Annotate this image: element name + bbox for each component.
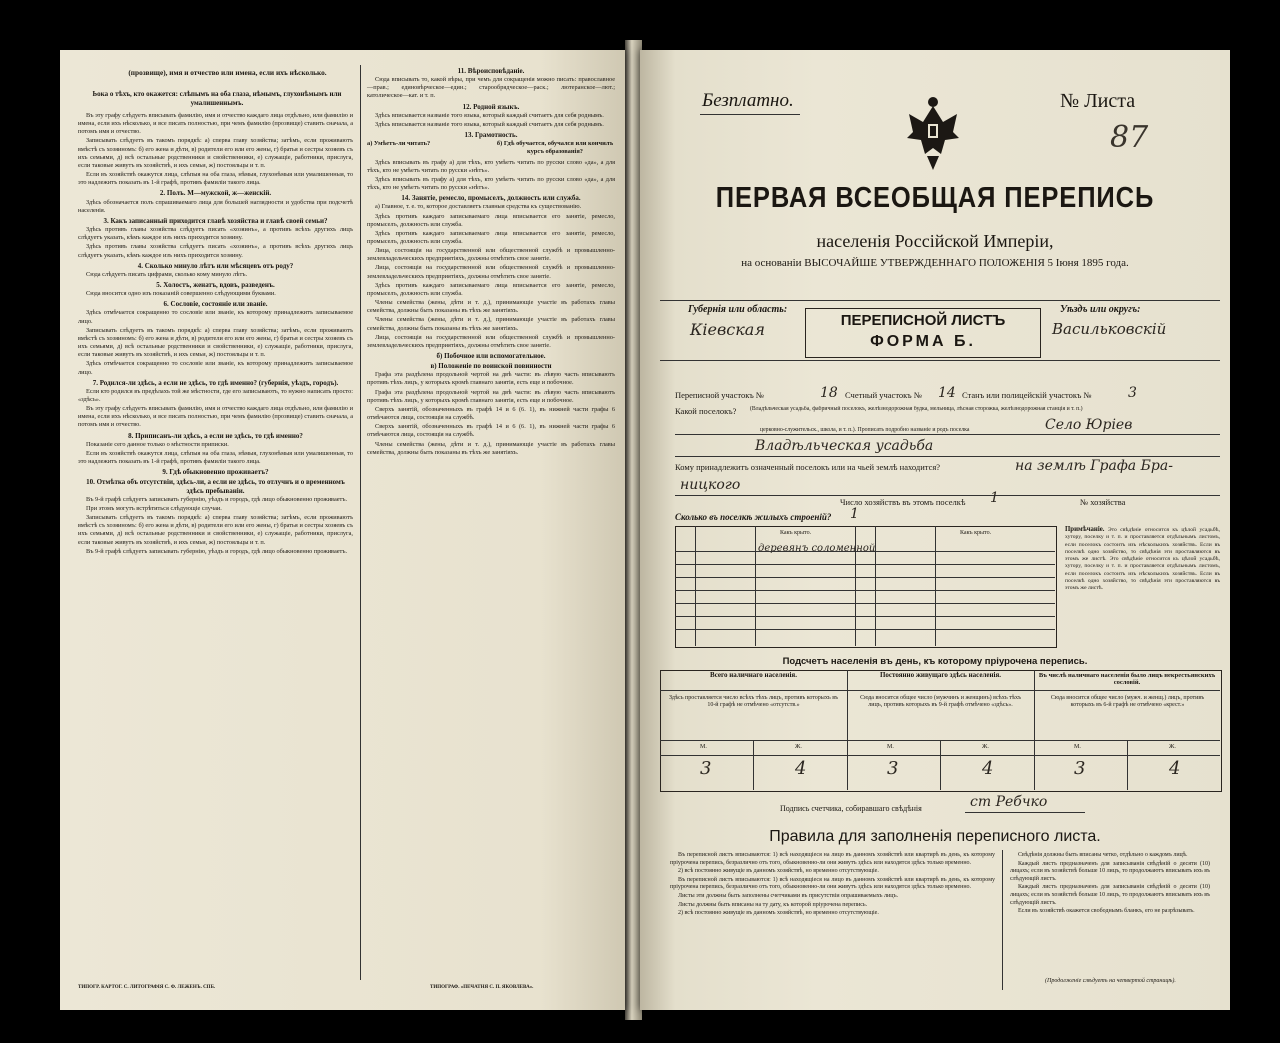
paragraph: а) Главное, т. е. то, которое доставляетъ главныя средства къ существованiю. (375, 203, 582, 211)
households-label: Число хозяйствъ въ этомъ поселкѣ (840, 497, 966, 507)
table-row-line (675, 629, 1055, 630)
table-head: Какъ крыто. (780, 530, 812, 536)
paragraph: Въ 9-й графѣ слѣдуетъ записывать губернiю, уѣздъ и городъ, гдѣ лицо обыкновенно проживаетъ. (86, 547, 348, 555)
buildings-label: Сколько въ поселкѣ жилыхъ строенiй? (675, 512, 832, 522)
footer-printer-left: ТИПОГР. КАРТОГ. С. ЛИТОГРАФIЯ С. Ф. ЛЕЖЕНЪ. СПБ. (78, 985, 216, 990)
count-col-sub: Сюда вносится общее число (мужчинъ и женщинъ) всѣхъ тѣхъ лицъ, противъ которыхъ въ 9-й графѣ отмѣчено «здѣсь». (860, 695, 1021, 708)
paragraph: Лица, состоящiя на государственной или общественной службѣ и промышленно-землевладельческихъ предприятiяхъ, должны отмѣтить свое занятiе. (367, 333, 615, 349)
poselok-hint: (Владѣльческая усадьба, фабричный поселокъ, желѣзнодорожная будка, мельница, лѣсная сторожка, желѣзнодорожная станцiя и т. п.) (750, 406, 1083, 412)
count-nonpeasant-female: 4 (1169, 758, 1181, 779)
paragraph: Сюда вносится одно изъ показанiй совершенно слѣдующими буквами. (86, 290, 276, 298)
table-divider (935, 526, 936, 646)
households-value: 1 (990, 490, 999, 506)
buildings-value: 1 (850, 506, 859, 522)
paragraph: Лица, состоящiя на государственной или общественной службѣ и промышленно-землевладельческихъ предприятiяхъ, должны отмѣтить свое занятiе. (367, 247, 615, 263)
header-underline (700, 114, 800, 115)
stan-label: Станъ или полицейскiй участокъ № (962, 390, 1092, 400)
male-label: М. (700, 744, 707, 750)
female-label: Ж. (982, 744, 989, 750)
free-label: Безплатно. (702, 90, 794, 111)
rule-paragraph: 2) всѣ постоянно живущiе въ данномъ хозяйствѣ, но временно отсутствующiе. (678, 910, 879, 917)
table-divider (695, 526, 696, 646)
uchastok-label: Переписной участокъ № (675, 390, 764, 400)
count-divider (1127, 740, 1128, 790)
signature-value: ст Ребчко (970, 794, 1048, 810)
paragraph: Записывать слѣдуетъ въ такомъ порядкѣ: а) сперва главу хозяйства; затѣмъ, если проживаютъ вмѣстѣ съ хозяиномъ: б) его жена и дѣти, в) родители его или его жены, г) братья и сестры хозяевъ съ ихъ семьями, д) всѣ остальные родственники и свойственники, е) служащiе, работники, прислуга, если таковые живутъ въ хозяйствѣ, и ихъ семьи, ж) постояльцы и т. п. (78, 137, 353, 169)
signature-label: Подпись счетчика, собиравшаго свѣдѣнiя (780, 804, 922, 813)
paragraph: Здѣсь противъ каждаго записываемаго лица вписывается его занятiе, ремесло, промыселъ, должность или служба. (367, 229, 615, 245)
table-row-line (675, 577, 1055, 578)
uchastok-value: 18 (820, 385, 838, 401)
household-no-label: № хозяйства (1080, 497, 1126, 507)
rule-paragraph: Свѣдѣнiя должны быть вписаны четко, отдѣльно о каждомъ лицѣ. (1018, 852, 1188, 858)
col1-heading: Ьока о тѣхъ, кто окажется: слѣпымъ на оба глаза, нѣмымъ, глухонѣмымъ или умалишеннымъ. (92, 90, 342, 107)
count-divider (1034, 670, 1035, 790)
imperial-eagle-icon (903, 94, 963, 174)
count-table (660, 670, 1222, 792)
paragraph: Здѣсь вписывать въ графу а) для тѣхъ, кто умѣетъ читать по русски слово «да», а для тѣхъ, кто не умѣетъ читать по русски «нѣтъ». (367, 175, 615, 192)
paragraph: Графа эта раздѣлена продольной чертой на двѣ части: въ лѣвую часть вписываютъ противъ тѣхъ лицъ, у которыхъ кромѣ главнаго занятiя, есть еще и побочное. (367, 371, 615, 387)
left-page (60, 50, 625, 1010)
poselok-hint-2: церковно-служительск., школа, и т. п.). Прописать подробно названiе и родъ поселка (760, 427, 970, 433)
count-divider (847, 670, 848, 790)
left-column-1 (78, 112, 353, 982)
right-page (640, 50, 1230, 1010)
count-divider (940, 740, 941, 790)
table-row-line (675, 564, 1055, 565)
paragraph: Въ эту графу слѣдуетъ вписывать фамилiю, имя и отчество каждаго лица отдѣльно, или фамилiю и имена, если ихъ нѣсколько, и все писать полностью, при чемъ фамилiю (прозвище) ставить сначала, а потомъ имя и отчество. (78, 112, 353, 136)
schetny-value: 14 (938, 385, 956, 401)
form-title: ПЕРЕПИСНОЙ ЛИСТЪ (840, 312, 1006, 329)
count-resident-male: 3 (887, 758, 899, 779)
signature-line (965, 812, 1085, 813)
subsection-heading: б) Гдѣ обучается, обучался или кончилъ курсъ образованiя? (496, 140, 614, 156)
rule-paragraph: Каждый листъ предназначенъ для записыванiя свѣдѣнiй о десяти (10) лицахъ; если въ хозяйствѣ больше 10 лицъ, то продолжаютъ вписывать ихъ въ слѣдующiй листъ. (1010, 860, 1211, 882)
paragraph: Здѣсь вписывать въ графу а) для тѣхъ, кто умѣетъ читать по русски слово «да», а для тѣхъ, кто не умѣетъ читать по русски «нѣтъ». (367, 158, 615, 174)
count-present-female: 4 (795, 758, 807, 779)
rule-paragraph: Въ переписной листъ вписываются: 1) всѣ находящiеся на лицо въ данномъ хозяйствѣ или квартирѣ въ день, къ которому прiурочена перепись, безразлично отъ того, обыкновенно-ли они живутъ здѣсь или находятся здѣсь только временно. (670, 852, 995, 866)
subtitle: населенiя Россiйской Имперiи, (816, 231, 1054, 251)
section-heading: 10. Отмѣтка объ отсутствiи, здѣсь-ли, а если не здѣсь, то отлучнъ и о временномъ здѣсь пребыванiи. (86, 478, 345, 495)
paragraph: Здѣсь противъ каждаго записываемаго лица вписывается его занятiе, ремесло, промыселъ, должность или служба. (367, 212, 615, 228)
gubernia-label: Губернiя или область: (688, 304, 788, 315)
section-heading: 11. Вѣроисповѣданiе. (457, 67, 525, 75)
rules-column-right (1010, 852, 1210, 977)
paragraph: Если въ хозяйствѣ окажутся лица, слѣпыя на оба глаза, нѣмыя, глухонѣмыя или умалишенныя, то это надлежитъ показать въ 1-й графѣ, противъ фамилiи такого лица. (78, 171, 353, 187)
rule-paragraph: Каждый листъ предназначенъ для записыванiя свѣдѣнiй о десяти (10) лицахъ; если въ хозяйствѣ больше 10 лицъ, то продолжаютъ вписывать ихъ въ слѣдующiй листъ. (1010, 884, 1211, 906)
column-divider (360, 65, 361, 980)
table-row-line (675, 551, 1055, 552)
sheet-number-value: 87 (1110, 120, 1149, 155)
gubernia-value: Кiевская (690, 320, 765, 339)
paragraph: Сверхъ занятiй, обозначенныхъ въ графѣ 14 и 6 (6. 1), въ нижней части графы 6 отмѣчаются лица, состоящiя на службѣ. (367, 405, 615, 422)
paragraph: Здѣсь отмѣчается сокращенно то сословiе или званiе, къ которому принадлежитъ записываемое лицо. (78, 360, 353, 376)
rule-paragraph: 2) всѣ постоянно живущiе въ данномъ хозяйствѣ, но временно отсутствующiе. (678, 868, 879, 875)
note-text: Это свѣдѣнiе относится къ цѣлой усадьбѣ, хутору, поселку и т. п. и проставляется отдѣльнымъ листомъ, если поселокъ состоитъ изъ нѣсколькихъ хозяйствъ. Если въ поселкѣ одно хозяйство, то свѣдѣнiя эти проставляются въ этомъ же листѣ. (1065, 527, 1220, 563)
field-line (675, 434, 1220, 435)
paragraph: При этомъ могутъ встрѣтиться слѣдующiе случаи. (86, 504, 222, 512)
count-present-male: 3 (700, 758, 712, 779)
buildings-note (1065, 526, 1220, 646)
form-letter: ФОРМА Б. (870, 333, 976, 350)
paragraph: Члены семейства (жены, дѣти и т. д.), принимающiе участiе въ работахъ главы семейства, должны быть показаны въ тѣхъ же занятiяхъ. (367, 299, 615, 315)
paragraph: Здѣсь противъ главы хозяйства слѣдуетъ писать «хозяинъ», а противъ всѣхъ другихъ лицъ слѣдуетъ указать, кѣмъ каждое изъ нихъ приходится хозяину. (78, 226, 353, 242)
land-value: на землѣ Графа Бра- (1015, 458, 1173, 474)
rule-paragraph: Въ переписной листъ вписываются: 1) всѣ находящiеся на лицо въ данномъ хозяйствѣ или квартирѣ въ день, къ которому прiурочена перепись, безразлично отъ того, обыкновенно-ли они живутъ здѣсь или находятся здѣсь только временно. (670, 876, 995, 891)
section-heading: 9. Гдѣ обыкновенно проживаетъ? (162, 468, 269, 477)
count-col-sub: Сюда вносится общее число (мужч. и женщ.) лицъ, противъ которыхъ въ 6-й графѣ не отмѣчено «крест.» (1050, 695, 1205, 708)
table-row-1-value: деревянъ соломенной (758, 543, 876, 554)
paragraph: Здѣсь вписывается названiе того языка, который каждый считаетъ для себя роднымъ. (375, 120, 604, 128)
paragraph: Въ эту графу слѣдуетъ вписывать фамилiю, имя и отчество каждаго лица отдѣльно, или фамилiю и имена, если ихъ нѣсколько, и все писать полностью, при чемъ фамилiю (прозвище) ставить сначала, а потомъ имя и отчество. (78, 405, 353, 429)
section-heading: 13. Грамотность. (464, 131, 518, 140)
rules-divider (1002, 850, 1003, 990)
poselok-value: Село Юрiев (1045, 417, 1133, 433)
female-label: Ж. (795, 744, 802, 750)
rule-paragraph: Листы эти должны быть заполнены счетчиками въ присутствiи опрашиваемыхъ лицъ. (678, 892, 899, 899)
field-line (675, 456, 1220, 457)
poselok-value-2: Владѣльческая усадьба (755, 438, 934, 454)
section-heading: 8. Приписанъ-ли здѣсь, а если не здѣсь, то гдѣ именно? (128, 431, 303, 440)
uezd-value: Васильковскiй (1052, 320, 1167, 338)
paragraph: Здѣсь вписывается названiе того языка, который каждый считаетъ для себя роднымъ. (375, 111, 604, 119)
male-label: М. (887, 744, 894, 750)
section-heading: 2. Полъ. М—мужской, ж—женскiй. (159, 189, 272, 198)
section-heading: 14. Занятiе, ремесло, промыселъ, должность или служба. (401, 194, 581, 203)
paragraph: Записывать слѣдуетъ въ такомъ порядкѣ: а) сперва главу хозяйства; затѣмъ, если проживаютъ вмѣстѣ съ хозяиномъ: б) его жена и дѣти, в) родители его или его жены, г) братья и сестры хозяевъ съ ихъ семьями, д) всѣ остальные родственники и свойственники, е) служащiе, работники, прислуга, если таковые живутъ въ хозяйствѣ, и ихъ семьи, ж) постояльцы и т. п. (78, 326, 353, 359)
paragraph: Сверхъ занятiй, обозначенныхъ въ графѣ 14 и 6 (6. 1), въ нижней части графы 6 отмѣчаются лица, состоящiя на службѣ. (367, 423, 615, 439)
rules-title: Правила для заполненiя переписного листа. (769, 828, 1101, 845)
section-heading: 4. Сколько минуло лѣтъ или мѣсяцевъ отъ роду? (137, 261, 294, 270)
paragraph: Члены семейства (жены, дѣти и т. д.), принимающiе участiе въ работахъ главы семейства, должны быть показаны въ тѣхъ же занятiяхъ. (367, 316, 615, 332)
table-row-line (675, 603, 1055, 604)
paragraph: Здѣсь обозначается полъ спрашиваемаго лица для большей наглядности и удобства при подсчетѣ населенiя. (78, 198, 353, 214)
paragraph: Лица, состоящiя на государственной или общественной службѣ и промышленно-землевладельческихъ предприятiяхъ, должны отмѣтить свое занятiе. (367, 264, 615, 280)
rule-paragraph: Листы должны быть вписаны на ту дату, къ которой пріурочена перепись. (678, 901, 868, 908)
count-nonpeasant-male: 3 (1074, 758, 1086, 779)
rules-column-left (670, 852, 995, 992)
female-label: Ж. (1169, 744, 1176, 750)
footer-printer-right: ТИПОГРАФ. «ПЕЧАТНЯ С. П. ЯКОВЛЕВА». (430, 985, 534, 990)
section-heading: 6. Сословiе, состоянiе или званiе. (163, 300, 268, 309)
paragraph: Здѣсь противъ главы хозяйства слѣдуетъ писать «хозяинъ», а противъ всѣхъ другихъ лицъ слѣдуетъ указать, кѣмъ каждое изъ нихъ приходится хозяину. (78, 243, 353, 259)
male-label: М. (1074, 744, 1081, 750)
left-top-heading: (прозвище), имя и отчество или имена, если ихъ нѣсколько. (128, 68, 327, 77)
paragraph: Графа эта раздѣлена продольной чертой на двѣ части: въ лѣвую часть вписываютъ противъ тѣхъ лицъ, у которыхъ кромѣ главнаго занятiя, есть еще и побочное. (367, 388, 615, 404)
table-head: Какъ крыто. (960, 530, 992, 536)
count-resident-female: 4 (982, 758, 994, 779)
count-divider (753, 740, 754, 790)
rule-paragraph: Если въ хозяйствѣ окажется свободнымъ бланкъ, его не разрѣзывать. (1018, 908, 1195, 915)
poselok-label: Какой поселокъ? (675, 406, 737, 416)
sheet-number-label: № Листа (1060, 90, 1136, 112)
continued-note: (Продолженiе слѣдуетъ на четвертой страницѣ). (1045, 978, 1176, 984)
section-heading: б) Побочное или вспомогательное. (436, 352, 546, 360)
land-label: Кому принадлежитъ означенный поселокъ или на чьей землѣ находится? (675, 462, 941, 472)
section-heading: 7. Родился-ли здѣсь, а если не здѣсь, то гдѣ именно? (губернiя, уѣздъ, городъ). (92, 378, 339, 387)
left-column-2 (367, 65, 615, 980)
count-col-head: Всего наличнаго населенiя. (710, 671, 797, 679)
divider (660, 360, 1220, 361)
divider (660, 300, 1220, 301)
legal-basis: на основанiи ВЫСОЧАЙШЕ УТВЕРЖДЕННАГО ПОЛОЖЕНIЯ 5 Iюня 1895 года. (741, 257, 1129, 269)
paragraph: Члены семейства (жены, дѣти и т. д.), принимающiе участiе въ работахъ главы семейства, должны быть показаны въ тѣхъ же занятiяхъ. (367, 440, 615, 456)
stan-value: 3 (1128, 385, 1137, 401)
count-col-head: Въ числѣ наличнаго населенiя было лицъ некрестьянскихъ сословiй. (1038, 672, 1216, 686)
section-heading: 5. Холостъ, женатъ, вдовъ, разведенъ. (156, 280, 275, 289)
section-heading: 12. Родной языкъ. (462, 102, 520, 111)
section-heading: 3. Какъ записанный приходится главѣ хозяйства и главѣ своей семьи? (103, 216, 328, 225)
main-title: ПЕРВАЯ ВСЕОБЩАЯ ПЕРЕПИСЬ (715, 182, 1155, 214)
subsection-heading: а) Умѣетъ-ли читать? (367, 140, 431, 148)
paragraph: Здѣсь противъ каждаго записываемаго лица вписывается его занятiе, ремесло, промыселъ, должность или служба. (367, 281, 615, 297)
schetny-label: Счетный участокъ № (845, 390, 922, 400)
note-text: Это свѣдѣнiе относится къ цѣлой усадьбѣ, хутору, поселку и т. п. и проставляется отдѣльнымъ листомъ, если поселокъ состоитъ изъ нѣсколькихъ хозяйствъ. Если въ поселкѣ одно хозяйство, то свѣдѣнiя эти проставляются въ этомъ же листѣ. (1065, 556, 1220, 592)
field-line (675, 495, 1220, 496)
paragraph: Сюда слѣдуетъ писать цифрами, сколько кому минуло лѣтъ. (86, 270, 248, 278)
table-row-line (675, 616, 1055, 617)
paragraph: Записывать слѣдуетъ въ такомъ порядкѣ: а) сперва главу хозяйства; затѣмъ, если проживаютъ вмѣстѣ съ хозяиномъ: б) его жена и дѣти, в) родители его или его жены, г) братья и сестры хозяевъ съ ихъ семьями, д) всѣ остальные родственники и свойственники, е) служащiе, работники, прислуга, если таковые живутъ въ хозяйствѣ, и ихъ семьи, ж) постояльцы и т. п. (78, 514, 353, 546)
count-col-head: Постоянно живущаго здѣсь населенiя. (879, 671, 1002, 679)
paragraph: Если въ хозяйствѣ окажутся лица, слѣпыя на оба глаза, нѣмыя, глухонѣмыя или умалишенныя, то это надлежитъ показать въ 1-й графѣ, противъ фамилiи такого лица. (78, 449, 353, 466)
count-rule (660, 690, 1220, 691)
paragraph: Сюда вписывать то, какой вѣры, при чемъ для сокращенiя можно писать: православное—прав.; единовѣрческое—един.; старообрядческое—раск.; лютеранское—лют.; католическое—кат. и т. п. (367, 76, 615, 100)
count-title: Подсчетъ населенiя въ день, къ которому прiурочена перепись. (782, 656, 1088, 667)
table-divider (755, 526, 756, 646)
note-label: Примѣчанiе. (1065, 526, 1105, 533)
count-col-sub: Здѣсь проставляется число всѣхъ тѣхъ лицъ, противъ которыхъ въ 10-й графѣ не отмѣчено «отсутств.» (668, 695, 838, 708)
paragraph: Въ 9-й графѣ слѣдуетъ записывать губернiю, уѣздъ и городъ, гдѣ лицо обыкновенно проживаетъ. (86, 495, 348, 503)
paragraph: Здѣсь отмѣчается сокращенно то сословiе или званiе, къ которому принадлежитъ записываемое лицо. (78, 309, 353, 325)
uezd-label: Уѣздъ или округъ: (1060, 304, 1141, 315)
paragraph: Показанiе сего данное только о мѣстности приписки. (86, 440, 229, 448)
section-heading: в) Положенiе по воинской повинности (430, 362, 552, 371)
land-value-2: ницкого (680, 477, 741, 493)
table-row-line (675, 590, 1055, 591)
paragraph: Если кто родился въ предѣлахъ той же мѣстности, где его записываютъ, то нужно написать просто: «здѣсь». (78, 387, 353, 403)
